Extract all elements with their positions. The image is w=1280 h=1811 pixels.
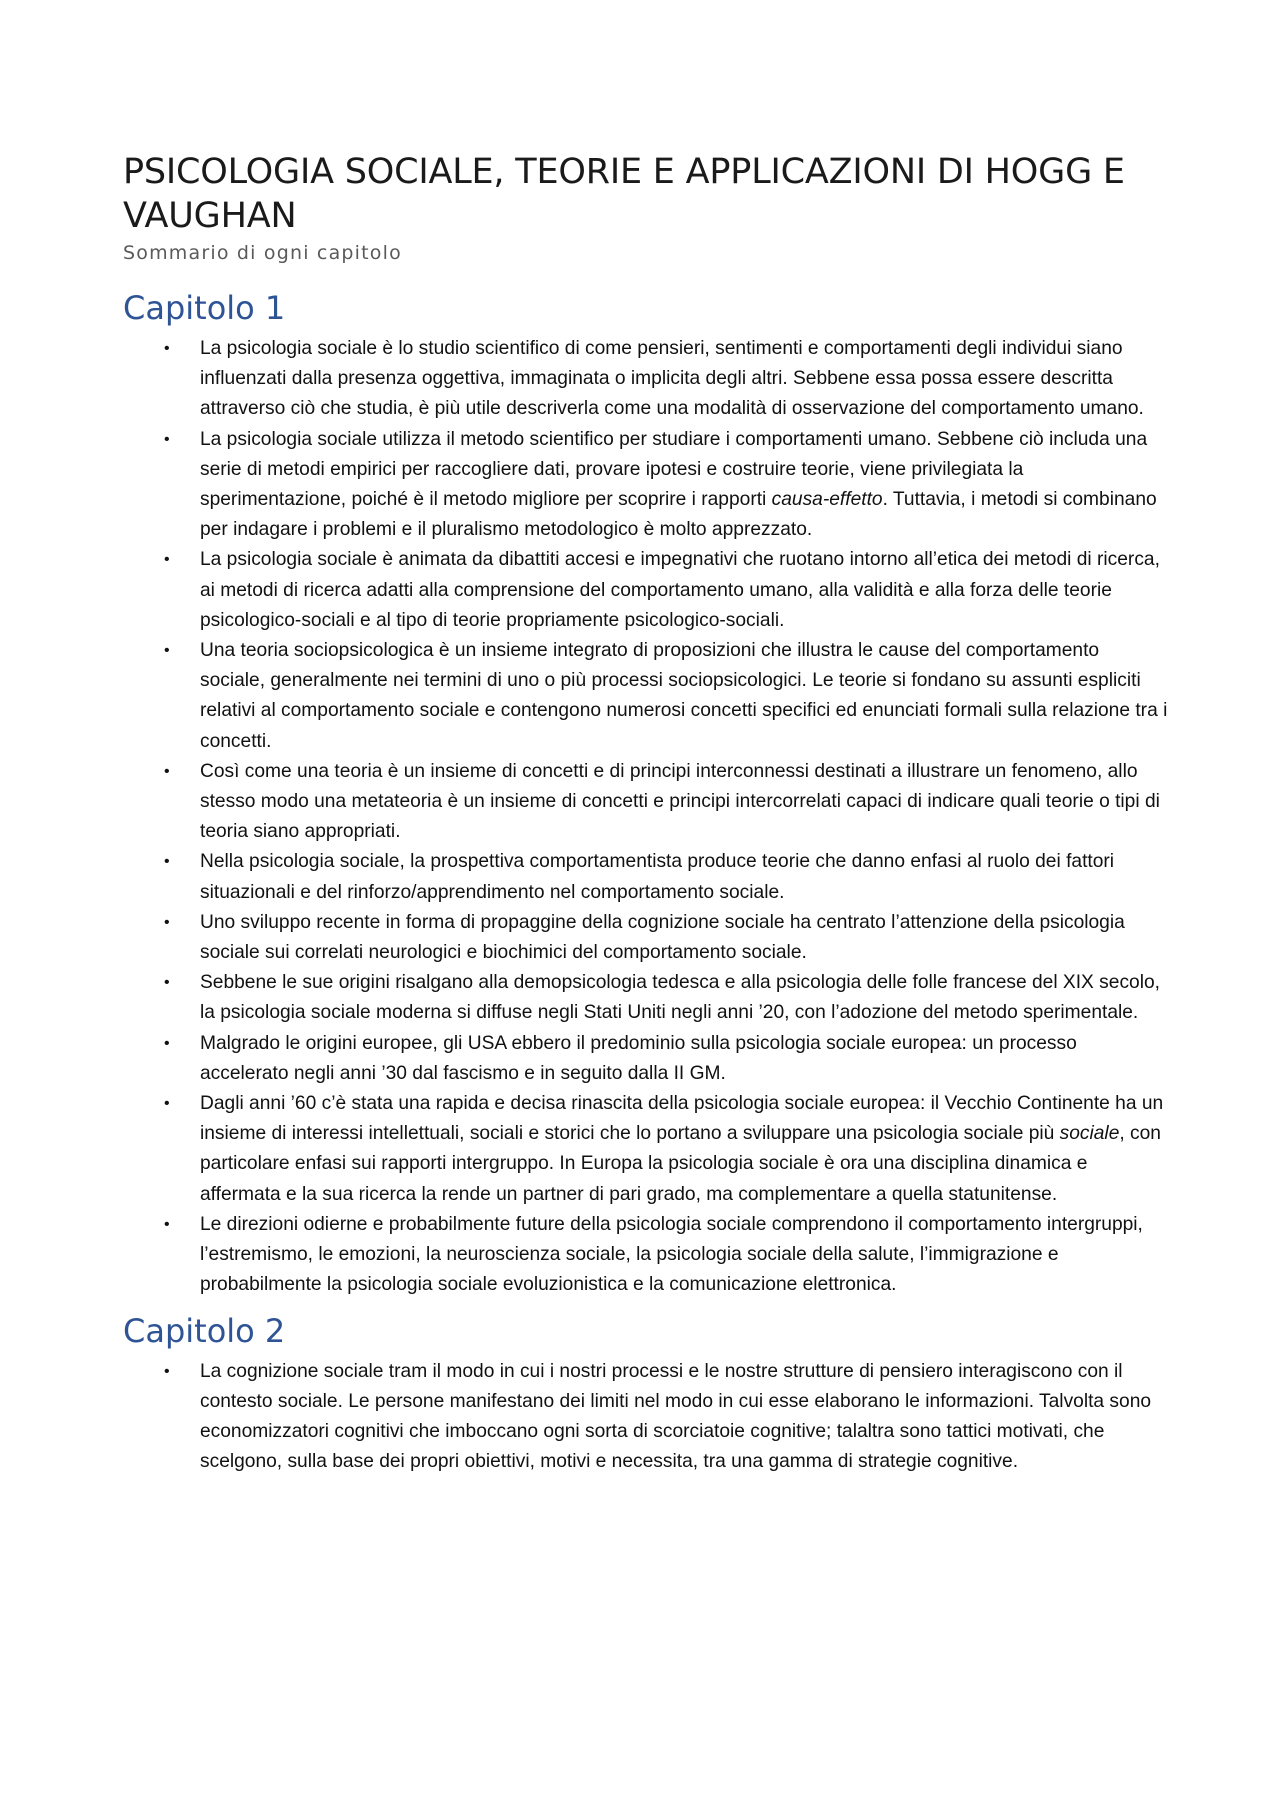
document-title: PSICOLOGIA SOCIALE, TEORIE E APPLICAZIONI DI HOGG E VAUGHAN [123,152,1125,236]
bullet-icon: • [164,430,170,448]
list-item-text: Così come una teoria è un insieme di concetti e di principi interconnessi destinati a illustrare un fenomeno, allo stesso modo una metateoria è un insieme di concetti e principi intercorrelati capaci di indicare quali teorie o tipi di teoria siano appropriati. [200,760,1160,843]
document-page [123,150,1168,1477]
list-item [123,545,1168,636]
bullet-icon: • [164,853,170,871]
list-item-text: La psicologia sociale utilizza il metodo scientifico per studiare i comportamenti umano. Sebbene ciò includa una serie di metodi empirici per raccogliere dati, provare ipotesi e costruire teorie, viene privilegiata la sperimentazione, poiché è il metodo migliore per scoprire i rapporti [200,428,1148,511]
document-subtitle: Sommario di ogni capitolo [123,242,402,264]
list-item-text: La psicologia sociale è lo studio scientifico di come pensieri, sentimenti e comportamenti degli individui siano influenzati dalla presenza oggettiva, immaginata o implicita degli altri. Sebbene essa possa essere descritta attraverso ciò che studia, è più utile descriverla come una modalità di osservazione del comportamento umano. [200,338,1144,420]
bullet-icon: • [164,642,170,660]
list-item-text: Nella psicologia sociale, la prospettiva comportamentista produce teorie che danno enfasi al ruolo dei fattori situazionali e del rinforzo/apprendimento nel comportamento sociale. [200,851,1115,903]
bullet-icon: • [164,913,170,931]
list-item [123,908,1168,968]
list-item [123,968,1168,1028]
list-item-text: Una teoria sociopsicologica è un insieme integrato di proposizioni che illustra le cause del comportamento sociale, generalmente nei termini di uno o più processi sociopsicologici. Le teorie si fondano su assunti espliciti relativi al comportamento sociale e contengono numerosi concetti specifici ed enunciati formali sulla relazione tra i concetti. [200,640,1168,752]
list-item [123,1029,1168,1089]
bullet-icon: • [164,762,170,780]
chapter-2-list [123,1357,1168,1478]
bullet-icon: • [164,551,170,569]
list-item-text: La psicologia sociale è animata da dibattiti accesi e impegnativi che ruotano intorno all’etica dei metodi di ricerca, ai metodi di ricerca adatti alla comprensione del comportamento umano, alla validità e alla forza delle teorie psicologico-sociali e al tipo di teorie propriamente psicologico-sociali. [200,549,1160,631]
emphasis-text: sociale [1059,1123,1120,1145]
bullet-icon: • [164,1095,170,1113]
list-item [123,636,1168,757]
list-item [123,847,1168,907]
bullet-icon: • [164,340,170,357]
list-item [123,757,1168,848]
chapter-1-heading: Capitolo 1 [123,289,286,327]
list-item [123,1357,1168,1478]
list-item-text: Malgrado le origini europee, gli USA ebbero il predominio sulla psicologia sociale europea: un processo accelerato negli anni ’30 dal fascismo e in seguito dalla II GM. [200,1032,1077,1084]
list-item [123,425,1168,546]
chapter-1-list [123,334,1168,1301]
bullet-icon: • [164,974,170,992]
list-item-text: Uno sviluppo recente in forma di propaggine della cognizione sociale ha centrato l’attenzione della psicologia sociale sui correlati neurologici e biochimici del comportamento sociale. [200,911,1125,964]
list-item-text: . Tuttavia, i metodi si combinano per indagare i problemi e il pluralismo metodologico è molto apprezzato. [200,489,1157,541]
chapter-2-heading: Capitolo 2 [123,1311,286,1350]
list-item [123,334,1168,425]
list-item [123,1210,1168,1301]
list-item-text: Sebbene le sue origini risalgano alla demopsicologia tedesca e alla psicologia delle folle francese del XIX secolo, la psicologia sociale moderna si diffuse negli Stati Uniti negli anni ’20, con l’adozione del metodo sperimentale. [200,972,1160,1024]
list-item-text: Le direzioni odierne e probabilmente future della psicologia sociale comprendono il comportamento intergruppi, l’estremismo, le emozioni, la neuroscienza sociale, la psicologia sociale della salute, l’immigrazione e probabilmente la psicologia sociale evoluzionistica e la comunicazione elettronica. [200,1213,1143,1296]
bullet-icon: • [164,1362,170,1380]
bullet-icon: • [164,1034,170,1052]
list-item-text: La cognizione sociale tram il modo in cui i nostri processi e le nostre strutture di pensiero interagiscono con il contesto sociale. Le persone manifestano dei limiti nel modo in cui esse elaborano le informazioni. Talvolta sono economizzatori cognitivi che imboccano ogni sorta di scorciatoie cognitive; talaltra sono tattici motivati, che scelgono, sulla base dei propri obiettivi, motivi e necessita, tra una gamma di strategie cognitive. [200,1360,1152,1473]
list-item-text: , con particolare enfasi sui rapporti intergruppo. In Europa la psicologia sociale è ora una disciplina dinamica e affermata e la sua ricerca la rende un partner di pari grado, ma complementare a quella statunitense. [200,1123,1161,1205]
list-item-text: Dagli anni ’60 c’è stata una rapida e decisa rinascita della psicologia sociale europea: il Vecchio Continente ha un insieme di interessi intellettuali, sociali e storici che lo portano a sviluppare una psicologia sociale più [200,1093,1164,1145]
emphasis-text: causa-effetto [771,489,883,511]
bullet-icon: • [164,1215,170,1233]
list-item [123,1089,1168,1210]
